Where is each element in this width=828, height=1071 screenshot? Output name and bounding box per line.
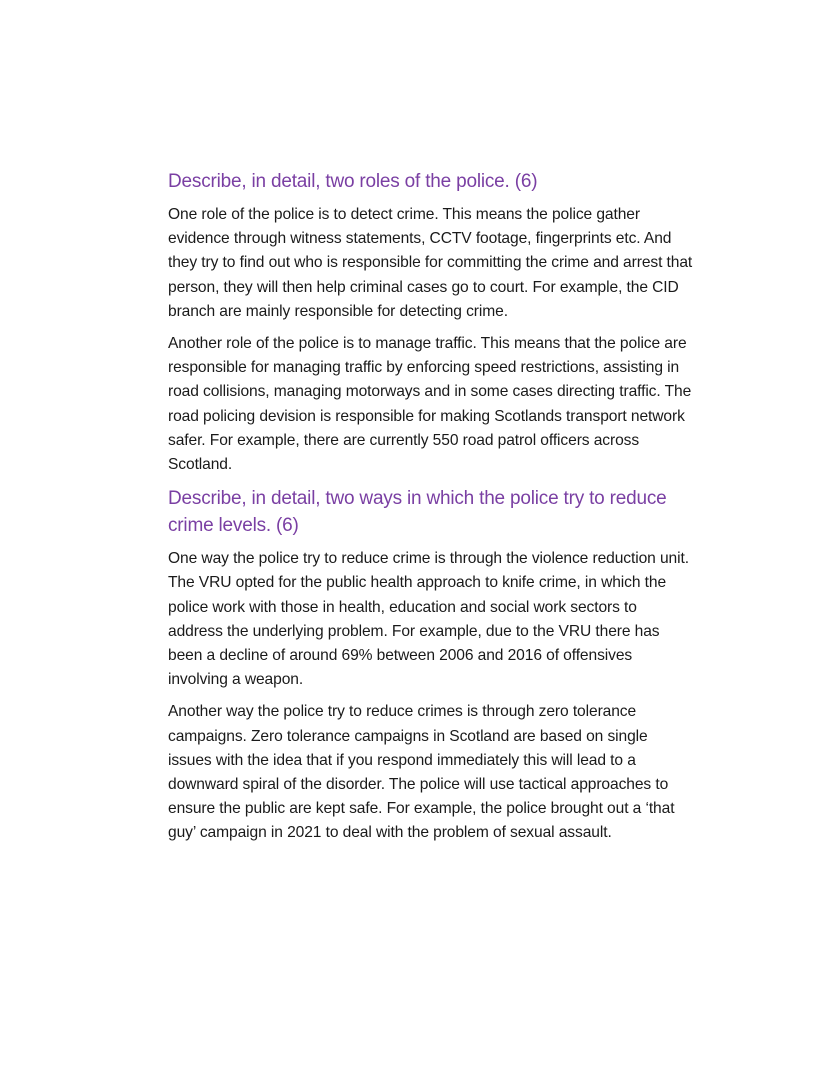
question-heading: Describe, in detail, two roles of the police. (6)	[168, 171, 538, 192]
question-heading: Describe, in detail, two ways in which the police try to reduce crime levels. (6)	[168, 488, 667, 537]
answer-paragraph: One role of the police is to detect crime. This means the police gather evidence through witness statements, CCTV footage, fingerprints etc. And they try to find out who is responsible for committing the crime and arrest that person, they will then help criminal cases go to court. For example, the CID branch are mainly responsible for detecting crime.	[168, 206, 693, 320]
answer-paragraph: Another role of the police is to manage traffic. This means that the police are responsible for managing traffic by enforcing speed restrictions, assisting in road collisions, managing motorways and in some cases directing traffic. The road policing devision is responsible for making Scotlands transport network safer. For example, there are currently 550 road patrol officers across Scotland.	[168, 335, 692, 474]
question-section-reduce-crime	[168, 485, 693, 845]
document-page	[168, 168, 693, 854]
question-section-police-roles	[168, 168, 693, 477]
answer-paragraph: One way the police try to reduce crime is through the violence reduction unit. The VRU opted for the public health approach to knife crime, in which the police work with those in health, education and social work sectors to address the underlying problem. For example, due to the VRU there has been a decline of around 69% between 2006 and 2016 of offensives involving a weapon.	[168, 550, 689, 689]
answer-paragraph: Another way the police try to reduce crimes is through zero tolerance campaigns. Zero tolerance campaigns in Scotland are based on single issues with the idea that if you respond immediately this will lead to a downward spiral of the disorder. The police will use tactical approaches to ensure the public are kept safe. For example, the police brought out a ‘that guy’ campaign in 2021 to deal with the problem of sexual assault.	[168, 703, 675, 842]
